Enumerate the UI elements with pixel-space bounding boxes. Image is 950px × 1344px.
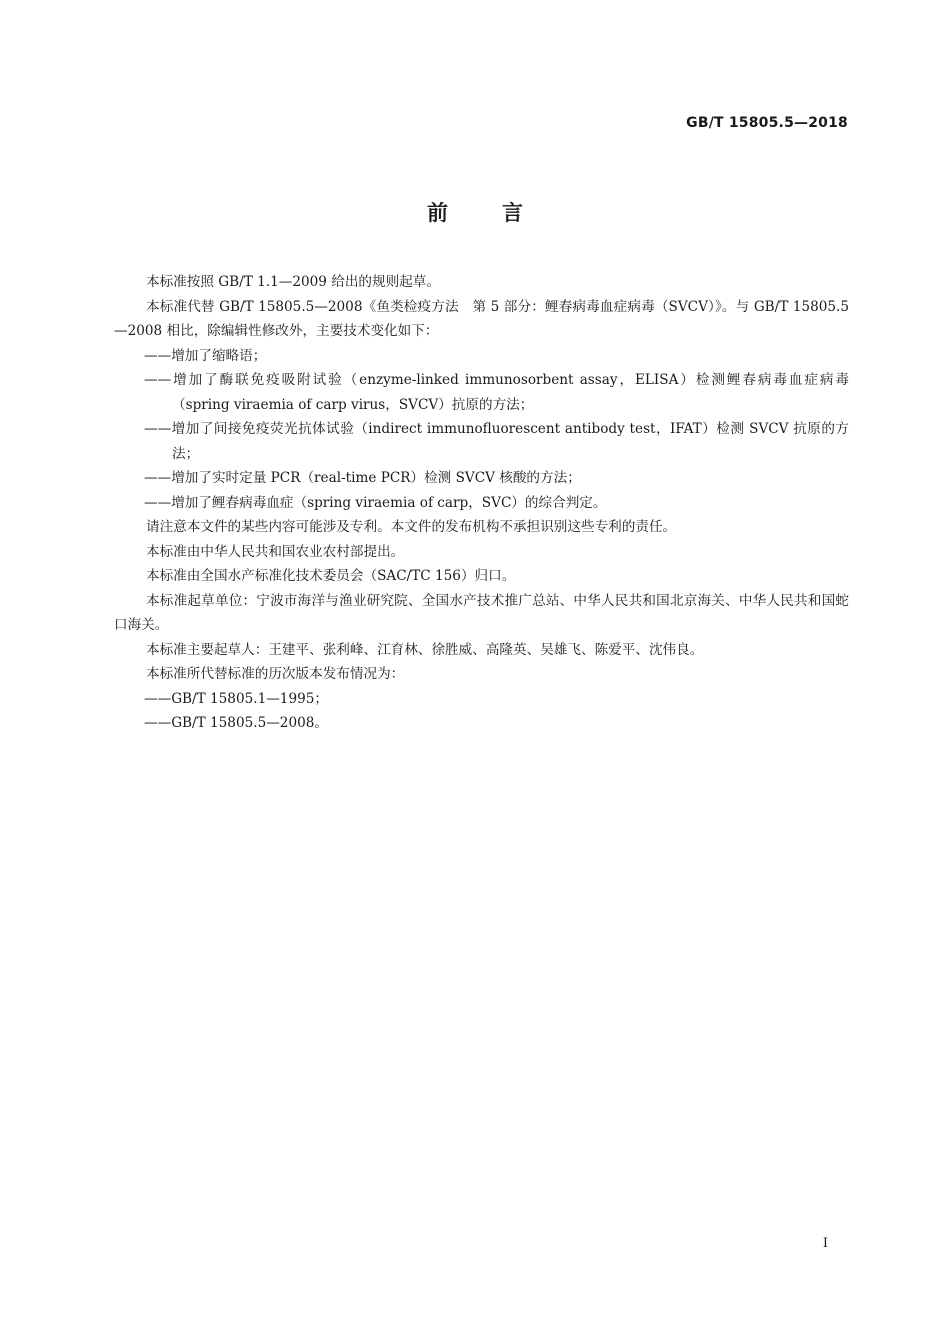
change-item-elisa: ——增加了酶联免疫吸附试验（enzyme-linked immunosorbent assay，ELISA）检测鲤春病毒血症病毒（spring viraemia of carp virus，SVCV）抗原的方法；	[144, 372, 849, 413]
change-item-abbreviations: ——增加了缩略语；	[144, 347, 267, 364]
paragraph-centralized-by: 本标准由全国水产标准化技术委员会（SAC/TC 156）归口。	[146, 568, 516, 584]
paragraph-drafting-rules: 本标准按照 GB/T 1.1—2009 给出的规则起草。	[146, 274, 440, 290]
page-number: I	[822, 1236, 828, 1251]
paragraph-drafters: 本标准主要起草人：王建平、张利峰、江育林、徐胜威、高隆英、吴雄飞、陈爱平、沈伟良。	[146, 641, 704, 658]
document-body	[114, 270, 849, 736]
paragraph-previous-editions: 本标准所代替标准的历次版本发布情况为：	[146, 666, 405, 682]
paragraph-drafting-units: 本标准起草单位：宁波市海洋与渔业研究院、全国水产技术推广总站、中华人民共和国北京海关、中华人民共和国蛇口海关。	[114, 592, 849, 633]
paragraph-proposed-by: 本标准由中华人民共和国农业农村部提出。	[146, 543, 405, 560]
change-item-ifat: ——增加了间接免疫荧光抗体试验（indirect immunofluorescent antibody test，IFAT）检测 SVCV 抗原的方法；	[144, 421, 849, 462]
change-item-realtime-pcr: ——增加了实时定量 PCR（real-time PCR）检测 SVCV 核酸的方法；	[144, 470, 581, 486]
standard-code: GB/T 15805.5—2018	[686, 115, 848, 131]
paragraph-replacement: 本标准代替 GB/T 15805.5—2008《鱼类检疫方法 第 5 部分：鲤春病毒血症病毒（SVCV）》。与 GB/T 15805.5—2008 相比，除编辑性修改外，主要技术变化如下：	[114, 298, 849, 339]
previous-edition-2008: ——GB/T 15805.5—2008。	[144, 715, 329, 731]
change-item-comprehensive-judgment: ——增加了鲤春病毒血症（spring viraemia of carp，SVC）的综合判定。	[144, 494, 607, 511]
paragraph-patent-notice: 请注意本文件的某些内容可能涉及专利。本文件的发布机构不承担识别这些专利的责任。	[146, 519, 677, 535]
page-title: 前言	[427, 201, 577, 225]
previous-edition-1995: ——GB/T 15805.1—1995；	[144, 690, 329, 707]
